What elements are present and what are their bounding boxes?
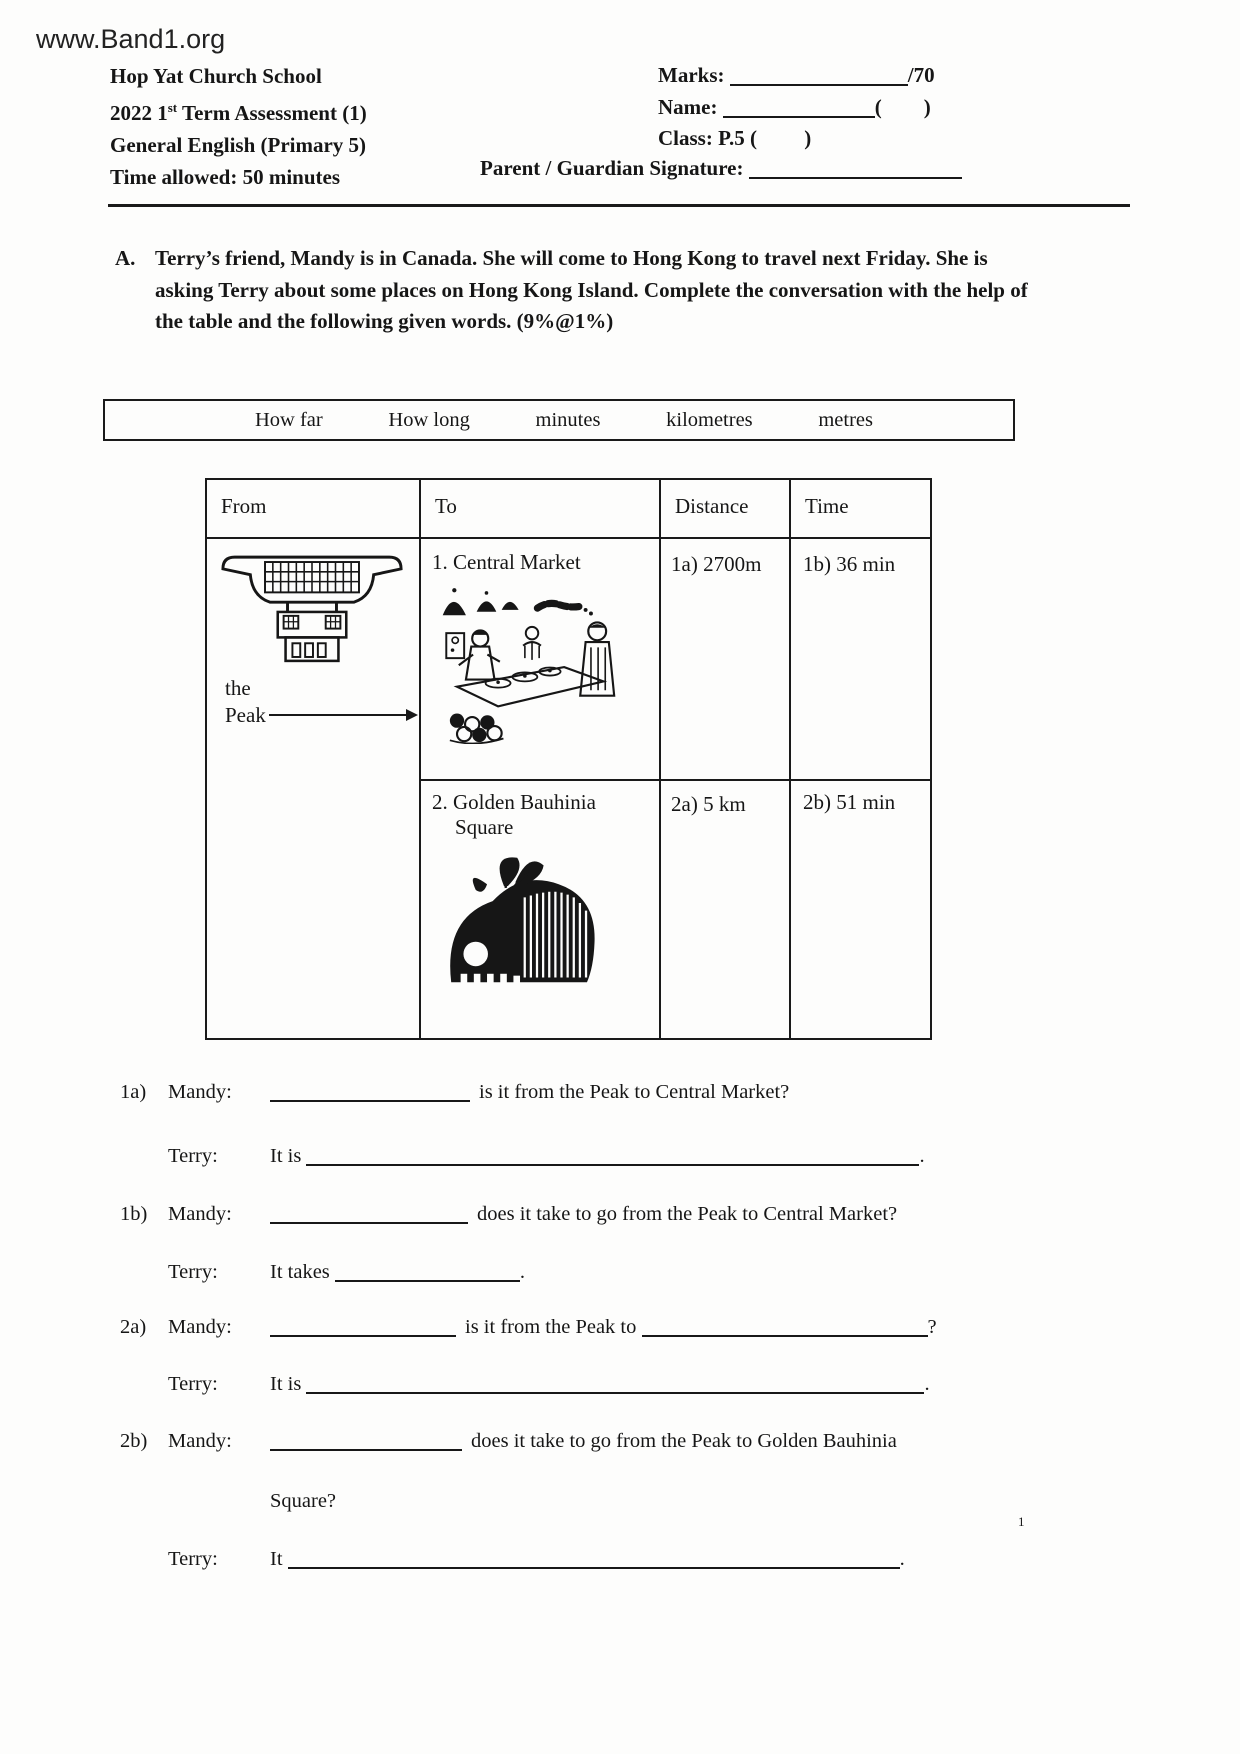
question-text: Square?	[270, 1490, 337, 1512]
signature-label: Parent / Guardian Signature:	[480, 156, 744, 180]
question-2b-terry	[168, 1548, 905, 1571]
signature-row	[480, 156, 962, 181]
distance-cell-2: 2a) 5 km	[661, 781, 791, 1038]
from-label-the: the	[225, 676, 251, 700]
question-text: is it from the Peak to	[465, 1316, 637, 1338]
peak-arrow-head	[406, 709, 418, 721]
assessment-title-pre: 2022 1	[110, 101, 168, 125]
assessment-title	[110, 92, 367, 129]
question-1a-mandy	[120, 1081, 789, 1104]
word-bank-item: kilometres	[666, 408, 753, 431]
speaker-label: Terry:	[168, 1373, 218, 1395]
section-a	[115, 243, 1040, 338]
word-bank-item: How far	[255, 408, 323, 431]
to-label-2-line1: 2. Golden Bauhinia	[432, 790, 596, 814]
answer-blank-2b-answer	[288, 1555, 900, 1569]
word-bank-item: How long	[388, 408, 470, 431]
sentence-end: .	[899, 1548, 905, 1570]
name-label: Name:	[658, 94, 718, 119]
peak-arrow	[269, 714, 415, 717]
sentence-end: .	[919, 1145, 925, 1167]
section-a-label: A.	[115, 246, 136, 270]
answer-blank-2a-place	[642, 1323, 928, 1337]
answer-text: It is	[270, 1145, 302, 1167]
from-cell	[207, 539, 421, 1038]
answer-blank-1a-answer	[306, 1152, 919, 1166]
question-2b-mandy-line2	[270, 1490, 336, 1513]
question-number: 2b)	[120, 1430, 148, 1452]
time-cell-1: 1b) 36 min	[791, 539, 930, 781]
speaker-label: Terry:	[168, 1145, 218, 1167]
peak-tower-illustration	[219, 553, 405, 666]
from-label-peak: Peak	[225, 703, 266, 727]
speaker-label: Terry:	[168, 1548, 218, 1570]
marks-label: Marks:	[658, 63, 725, 87]
page-number: 1	[1018, 1514, 1025, 1529]
signature-blank	[749, 165, 962, 179]
header-left	[110, 60, 367, 193]
time-allowed: Time allowed: 50 minutes	[110, 165, 341, 189]
question-1b-terry	[168, 1261, 525, 1284]
distance-cell-1: 1a) 2700m	[661, 539, 791, 781]
sentence-end: .	[519, 1261, 526, 1283]
name-parens: ( )	[874, 94, 931, 119]
golden-bauhinia-illustration	[438, 852, 603, 989]
sentence-end: .	[924, 1373, 930, 1395]
question-2b-mandy	[120, 1430, 897, 1453]
central-market-illustration	[432, 583, 624, 744]
school-name: Hop Yat Church School	[110, 64, 322, 88]
name-row	[658, 92, 935, 124]
marks-blank	[730, 72, 908, 86]
from-label-peak-row	[225, 703, 419, 728]
question-2a-terry	[168, 1373, 930, 1396]
column-header-to: To	[421, 480, 661, 539]
marks-row	[658, 60, 935, 92]
speaker-label: Mandy:	[168, 1081, 232, 1103]
question-1b-mandy	[120, 1203, 897, 1226]
watermark: www.Band1.org	[36, 24, 226, 54]
header-divider	[108, 204, 1130, 207]
to-label-1: 1. Central Market	[432, 550, 581, 574]
marks-total: /70	[907, 63, 935, 87]
assessment-title-sup: st	[167, 100, 178, 115]
to-label-2-line2: Square	[455, 815, 514, 839]
answer-blank-1b-answer	[335, 1268, 520, 1282]
column-header-distance: Distance	[661, 480, 791, 539]
question-1a-terry	[168, 1145, 925, 1168]
answer-blank-1b-question	[270, 1210, 468, 1224]
speaker-label: Terry:	[168, 1261, 218, 1283]
time-cell-2: 2b) 51 min	[803, 790, 896, 814]
to-cell-2	[421, 781, 661, 1038]
speaker-label: Mandy:	[168, 1316, 232, 1338]
question-2a-mandy	[120, 1316, 937, 1339]
speaker-label: Mandy:	[168, 1430, 232, 1452]
sentence-end: ?	[927, 1316, 937, 1338]
word-bank-item: metres	[818, 408, 873, 431]
answer-blank-2b-question	[270, 1437, 462, 1451]
answer-blank-2a-answer	[306, 1380, 924, 1394]
subject-title: General English (Primary 5)	[110, 133, 367, 157]
class-row: Class: P.5 ( )	[658, 126, 812, 150]
distance-table	[205, 478, 932, 1040]
question-number: 1a)	[120, 1081, 147, 1103]
answer-text: It takes	[270, 1261, 330, 1283]
to-cell-1	[421, 539, 661, 781]
column-header-time: Time	[791, 480, 930, 539]
answer-blank-2a-question	[270, 1323, 456, 1337]
question-text: does it take to go from the Peak to Central Market?	[477, 1203, 898, 1225]
assessment-title-post: Term Assessment (1)	[177, 101, 367, 125]
question-text: is it from the Peak to Central Market?	[479, 1081, 790, 1103]
section-a-instructions: Terry’s friend, Mandy is in Canada. She will come to Hong Kong to travel next Friday. She is asking Terry about some places on Hong Kong Island. Complete the conversation with the help of the table and the following given words. (9%@1%)	[155, 246, 1028, 333]
question-text: does it take to go from the Peak to Golden Bauhinia	[471, 1430, 897, 1452]
speaker-label: Mandy:	[168, 1203, 232, 1225]
name-blank	[723, 104, 875, 118]
answer-blank-1a-question	[270, 1088, 470, 1102]
word-bank	[103, 399, 1015, 441]
header-right	[658, 60, 935, 155]
question-number: 1b)	[120, 1203, 148, 1225]
answer-text: It is	[270, 1373, 302, 1395]
column-header-from: From	[207, 480, 421, 539]
question-number: 2a)	[120, 1316, 147, 1338]
word-bank-item: minutes	[535, 408, 601, 431]
answer-text: It	[270, 1548, 283, 1570]
